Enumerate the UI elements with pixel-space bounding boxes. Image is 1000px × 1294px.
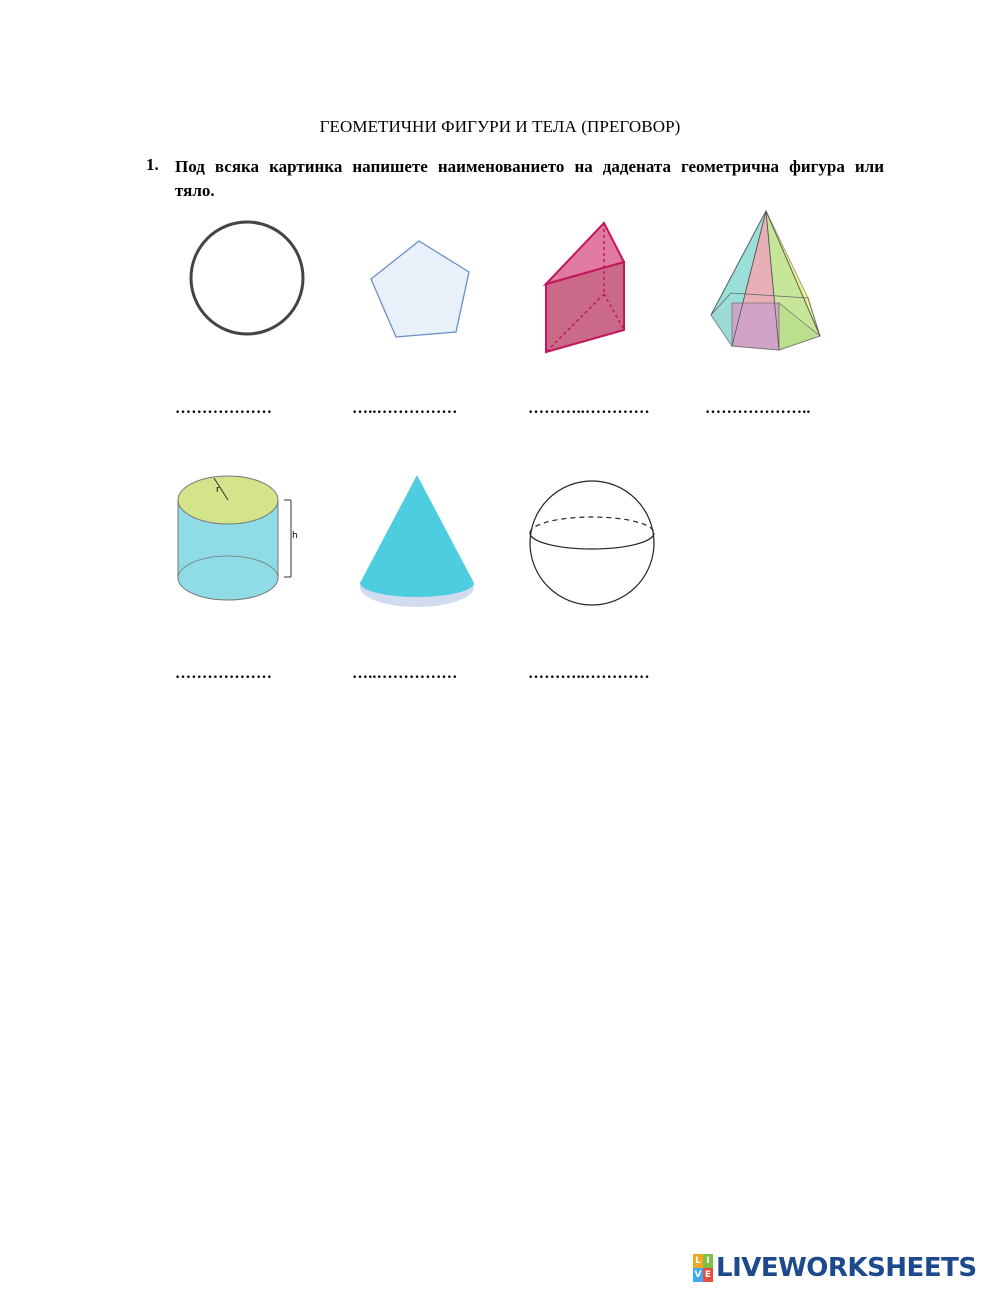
hexagonal-pyramid-icon bbox=[705, 208, 827, 358]
logo-badge-icon bbox=[693, 1254, 713, 1282]
question-number: 1. bbox=[146, 155, 159, 174]
liveworksheets-logo[interactable] bbox=[693, 1253, 977, 1283]
answer-field-1[interactable]: ……………… bbox=[175, 400, 273, 417]
sphere-icon bbox=[526, 478, 658, 608]
logo-badge-v: V bbox=[694, 1270, 702, 1280]
answer-field-7[interactable]: ………..………… bbox=[528, 665, 650, 682]
cylinder-icon bbox=[174, 470, 302, 610]
cylinder-radius-label: r bbox=[216, 485, 220, 495]
logo-text: LIVEWORKSHEETS bbox=[716, 1253, 977, 1283]
circle-icon bbox=[186, 217, 308, 339]
answer-field-6[interactable]: …..…………… bbox=[352, 665, 458, 682]
question-text: Под всяка картинка напишете наименованието на дадената геометрична фигура или тяло. bbox=[175, 157, 884, 200]
cylinder-height-label: h bbox=[292, 531, 298, 541]
triangular-prism-icon bbox=[540, 218, 635, 356]
logo-badge-i: I bbox=[703, 1254, 713, 1268]
answer-field-2[interactable]: …..…………… bbox=[352, 400, 458, 417]
cone-icon bbox=[356, 473, 478, 611]
answer-field-5[interactable]: ……………… bbox=[175, 665, 273, 682]
logo-badge-e: E bbox=[704, 1270, 712, 1280]
pentagon-icon bbox=[366, 236, 476, 342]
answer-field-3[interactable]: ………..………… bbox=[528, 400, 650, 417]
answer-field-4[interactable]: ……………….. bbox=[705, 400, 811, 417]
page-title: ГЕОМЕТИЧНИ ФИГУРИ И ТЕЛА (ПРЕГОВОР) bbox=[319, 117, 681, 136]
logo-badge-l: L bbox=[693, 1254, 703, 1268]
